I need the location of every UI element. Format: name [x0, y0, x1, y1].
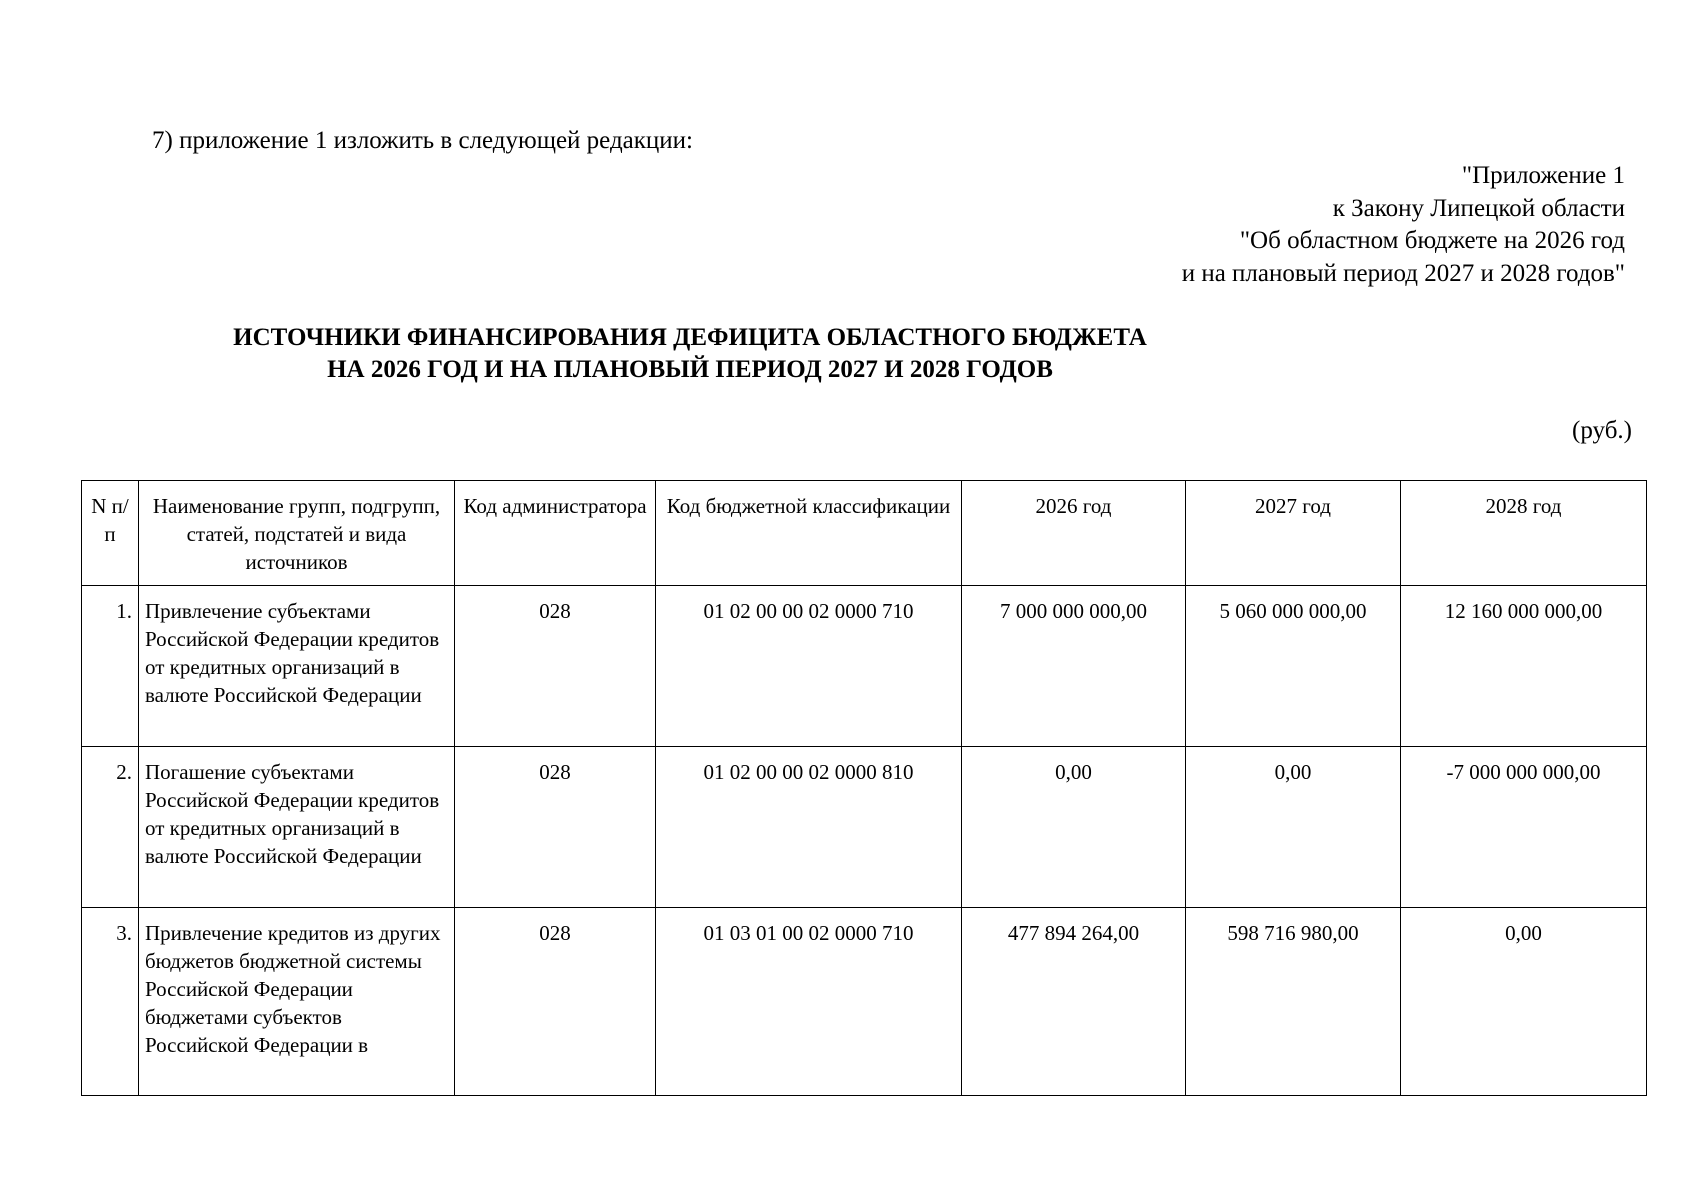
financing-sources-table — [81, 480, 1647, 1096]
row-number: 2. — [82, 747, 139, 908]
header-2027: 2027 год — [1186, 481, 1401, 586]
table-row — [82, 908, 1647, 1096]
table-row — [82, 586, 1647, 747]
row-value-2028: 0,00 — [1401, 908, 1647, 1096]
appendix-line: "Об областном бюджете на 2026 год — [1239, 227, 1625, 254]
row-value-2027: 598 716 980,00 — [1186, 908, 1401, 1096]
row-admin-code: 028 — [455, 747, 656, 908]
header-budget-code: Код бюджетной классификации — [656, 481, 962, 586]
row-admin-code: 028 — [455, 908, 656, 1096]
row-value-2027: 0,00 — [1186, 747, 1401, 908]
row-value-2026: 0,00 — [962, 747, 1186, 908]
row-value-2028: 12 160 000 000,00 — [1401, 586, 1647, 747]
title-line-2: НА 2026 ГОД И НА ПЛАНОВЫЙ ПЕРИОД 2027 И 2028 ГОДОВ — [327, 356, 1053, 383]
intro-text: 7) приложение 1 изложить в следующей редакции: — [152, 127, 693, 154]
row-name: Погашение субъектами Российской Федерации кредитов от кредитных организаций в валюте Российской Федерации — [139, 747, 455, 908]
table-row — [82, 747, 1647, 908]
row-number: 3. — [82, 908, 139, 1096]
row-number: 1. — [82, 586, 139, 747]
appendix-reference — [1182, 160, 1625, 290]
document-title — [0, 322, 1380, 386]
appendix-line: "Приложение 1 — [1461, 162, 1625, 189]
currency-unit: (руб.) — [1572, 417, 1632, 444]
row-name: Привлечение кредитов из других бюджетов бюджетной системы Российской Федерации бюджетами субъектов Российской Федерации в — [139, 908, 455, 1096]
header-2026: 2026 год — [962, 481, 1186, 586]
row-admin-code: 028 — [455, 586, 656, 747]
row-budget-code: 01 02 00 00 02 0000 710 — [656, 586, 962, 747]
appendix-line: и на плановый период 2027 и 2028 годов" — [1181, 259, 1625, 287]
header-name: Наименование групп, подгрупп, статей, подстатей и вида источников — [139, 481, 455, 586]
table-header-row — [82, 481, 1647, 586]
row-value-2028: -7 000 000 000,00 — [1401, 747, 1647, 908]
row-name: Привлечение субъектами Российской Федерации кредитов от кредитных организаций в валюте Российской Федерации — [139, 586, 455, 747]
header-number: N п/п — [82, 481, 139, 586]
row-budget-code: 01 02 00 00 02 0000 810 — [656, 747, 962, 908]
row-value-2026: 477 894 264,00 — [962, 908, 1186, 1096]
header-admin-code: Код администратора — [455, 481, 656, 586]
row-value-2026: 7 000 000 000,00 — [962, 586, 1186, 747]
row-budget-code: 01 03 01 00 02 0000 710 — [656, 908, 962, 1096]
header-2028: 2028 год — [1401, 481, 1647, 586]
title-line-1: ИСТОЧНИКИ ФИНАНСИРОВАНИЯ ДЕФИЦИТА ОБЛАСТНОГО БЮДЖЕТА — [233, 324, 1147, 351]
appendix-line: к Закону Липецкой области — [1332, 194, 1625, 222]
row-value-2027: 5 060 000 000,00 — [1186, 586, 1401, 747]
